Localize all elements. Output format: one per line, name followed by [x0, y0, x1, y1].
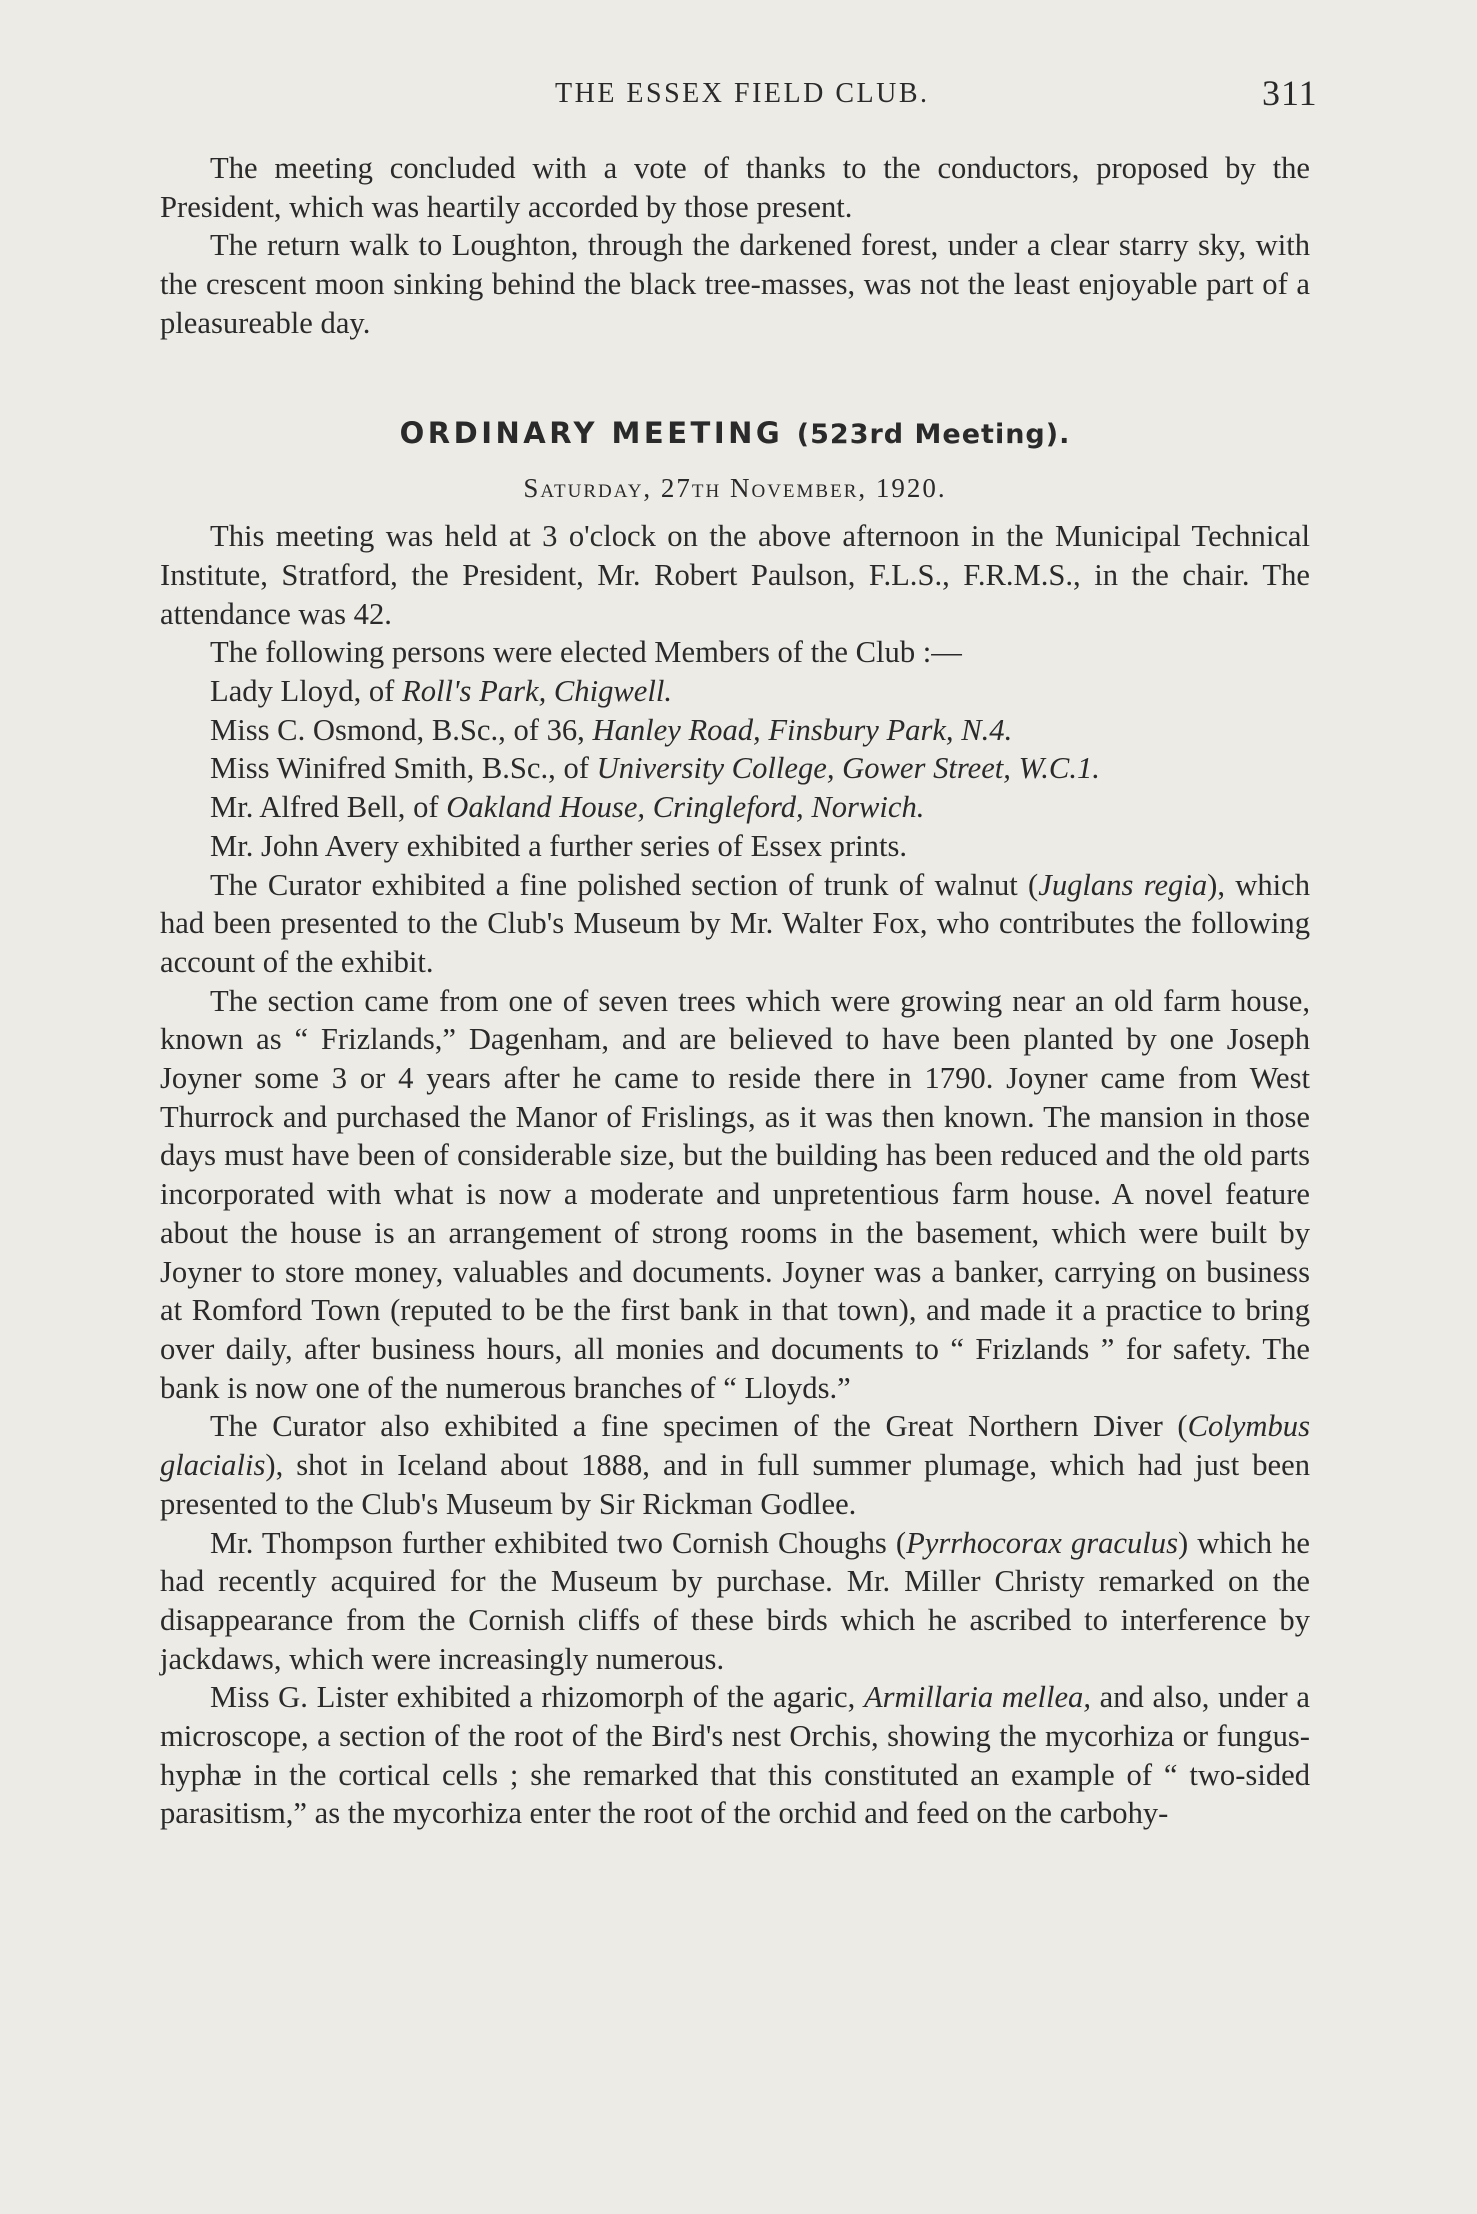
body-text — [160, 149, 1310, 1833]
paragraph-elected-members: The following persons were elected Members of the Club :— — [210, 635, 962, 670]
member-address: Roll's Park, Chigwell. — [402, 674, 673, 709]
chough-text-continued: ) which he had recently acquired for the Museum by purchase. Mr. Miller Christy remarked on the disappearance from the Cornish cliffs of these birds which he ascribed to interference by jackdaws, which were increasingly numerous. — [160, 1525, 1310, 1676]
paragraph-walnut-account: The section came from one of seven trees which were growing near an old farm house, known as “ Frizlands,” Dagenham, and are believed to have been planted by one Joseph Joyner some 3 or 4 years after he came to reside there in 1790. Joyner came from West Thurrock and purchased the Manor of Frislings, as it was then known. The mansion in those days must have been of considerable size, but the building has been reduced and the old parts incorporated with what is now a moderate and unpretentious farm house. A novel feature about the house is an arrangement of strong rooms in the basement, which were built by Joyner to store money, valuables and documents. Joyner was a banker, carrying on business at Romford Town (reputed to be the first bank in that town), and made it a practice to bring over daily, after business hours, all monies and documents to “ Frizlands ” for safety. The bank is now one of the numerous branches of “ Lloyds.” — [160, 983, 1310, 1405]
lister-text-continued: and also, under a microscope, a section of the root of the Bird's nest Orchis, showing the mycorhiza or fungus-hyphæ in the cortical cells ; she remarked that this constituted an example of “ two-sided parasitism,” as the mycorhiza enter the root of the orchid and feed on the carbohy- — [160, 1680, 1310, 1831]
paragraph-walnut-exhibit — [160, 866, 1310, 982]
diver-text-continued: ), shot in Iceland about 1888, and in full summer plumage, which had just been presented to the Club's Museum by Sir Rickman Godlee. — [160, 1448, 1310, 1521]
chough-species: Pyrrhocorax graculus — [906, 1525, 1178, 1560]
paragraph-avery-exhibit: Mr. John Avery exhibited a further series of Essex prints. — [210, 828, 907, 863]
paragraph-diver-exhibit — [160, 1407, 1310, 1523]
meeting-date: Saturday, 27th November, 1920. — [523, 472, 947, 503]
diver-species: Colymbus glacialis — [160, 1409, 1310, 1483]
meeting-title: ORDINARY MEETING — [399, 415, 784, 450]
member-name: Miss Winifred Smith, B.Sc., of — [210, 751, 597, 786]
walnut-text-continued: ), which had been presented to the Club's Museum by Mr. Walter Fox, who contributes the following account of the exhibit. — [160, 867, 1310, 979]
member-address: Hanley Road, Finsbury Park, N.4. — [592, 712, 1013, 747]
walnut-species: Juglans regia — [1038, 867, 1208, 902]
paragraph-vote-of-thanks: The meeting concluded with a vote of thanks to the conductors, proposed by the President, which was heartily accorded by those present. — [160, 151, 1310, 224]
member-name: Mr. Alfred Bell, of — [210, 790, 447, 825]
page-number: 311 — [1262, 73, 1318, 113]
member-address: University College, Gower Street, W.C.1. — [596, 751, 1100, 786]
paragraph-chough-exhibit — [160, 1524, 1310, 1679]
paragraph-meeting-intro: This meeting was held at 3 o'clock on the above afternoon in the Municipal Technical Institute, Stratford, the President, Mr. Robert Paulson, F.L.S., F.R.M.S., in the chair. The attendance was 42. — [160, 519, 1310, 631]
member-entry — [160, 711, 1310, 750]
diver-text: The Curator also exhibited a fine specimen of the Great Northern Diver ( — [210, 1409, 1188, 1444]
meeting-number: (523rd Meeting). — [796, 418, 1071, 450]
running-head — [0, 72, 1477, 122]
lister-species: Armillaria mellea, — [863, 1680, 1091, 1715]
running-title: THE ESSEX FIELD CLUB. — [555, 78, 930, 109]
member-address: Oakland House, Cringleford, Norwich. — [446, 790, 925, 825]
paragraph-lister-exhibit — [160, 1678, 1310, 1833]
paragraph-return-walk: The return walk to Loughton, through the darkened forest, under a clear starry sky, with the crescent moon sinking behind the black tree-masses, was not the least enjoyable part of a pleasureable day. — [160, 228, 1310, 340]
member-entry — [160, 749, 1310, 788]
lister-text: Miss G. Lister exhibited a rhizomorph of the agaric, — [210, 1680, 864, 1715]
walnut-text: The Curator exhibited a fine polished section of trunk of walnut ( — [210, 867, 1039, 902]
member-entry — [160, 788, 1310, 827]
meeting-heading — [160, 413, 1310, 455]
member-name: Lady Lloyd, of — [210, 674, 403, 709]
chough-text: Mr. Thompson further exhibited two Cornish Choughs ( — [210, 1525, 907, 1560]
member-name: Miss C. Osmond, B.Sc., of 36, — [210, 712, 593, 747]
member-entry — [160, 672, 1310, 711]
